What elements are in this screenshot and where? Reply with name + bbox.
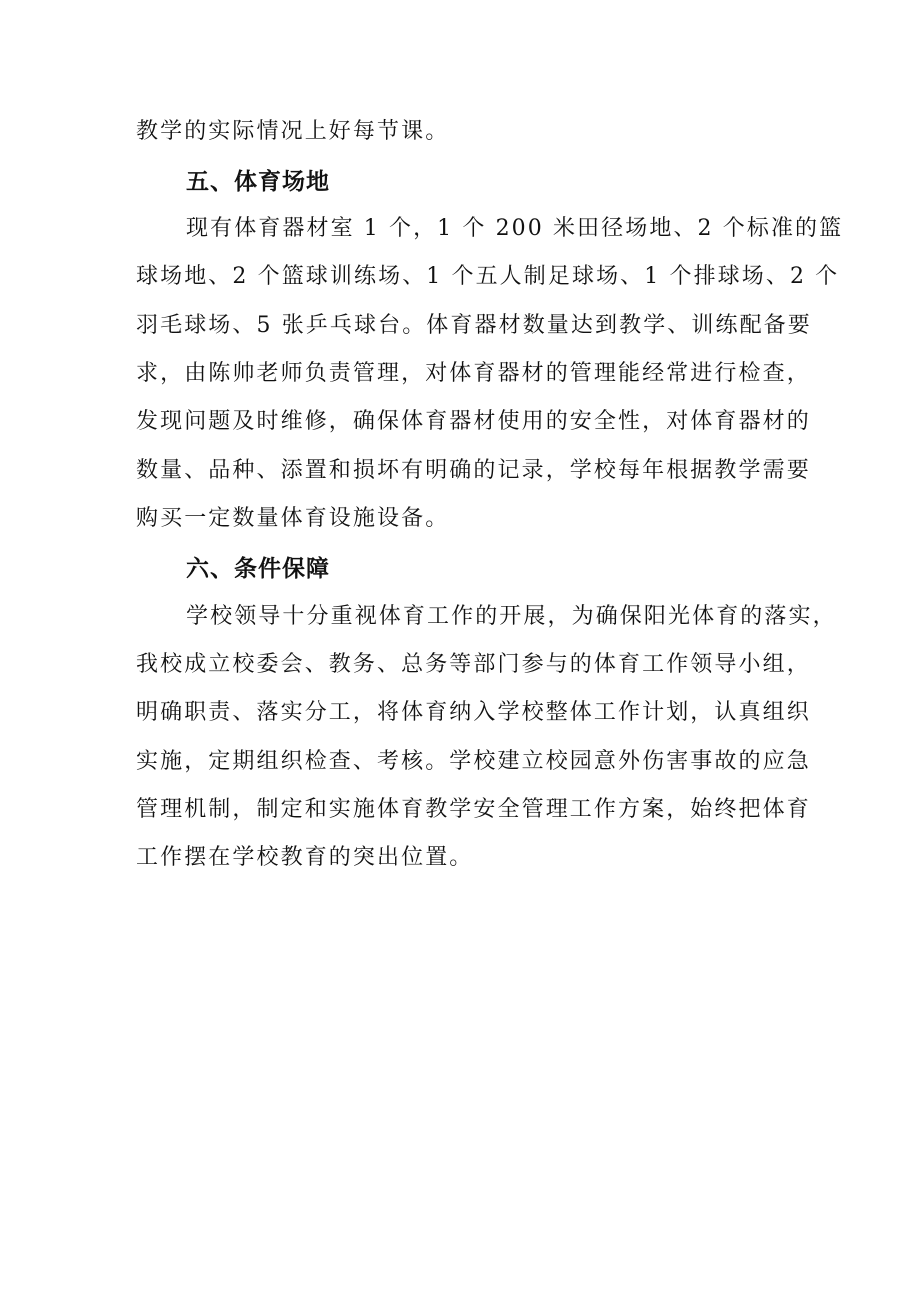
paragraph-line: 购买一定数量体育设施设备。	[136, 506, 450, 531]
paragraph-line: 羽毛球场、5 张乒乓球台。体育器材数量达到教学、训练配备要	[136, 313, 812, 338]
section-heading-venues: 五、体育场地	[186, 169, 330, 195]
paragraph-line: 求，由陈帅老师负责管理，对体育器材的管理能经常进行检查，	[136, 361, 811, 386]
paragraph-line: 教学的实际情况上好每节课。	[136, 119, 450, 144]
paragraph-line: 工作摆在学校教育的突出位置。	[136, 845, 474, 870]
paragraph-line: 球场地、2 个篮球训练场、1 个五人制足球场、1 个排球场、2 个	[136, 264, 840, 289]
paragraph-line: 发现问题及时维修，确保体育器材使用的安全性，对体育器材的	[136, 409, 811, 434]
paragraph-line: 数量、品种、添置和损坏有明确的记录，学校每年根据教学需要	[136, 458, 811, 483]
paragraph-line: 现有体育器材室 1 个，1 个 200 米田径场地、2 个标准的篮	[186, 216, 844, 241]
paragraph-line: 我校成立校委会、教务、总务等部门参与的体育工作领导小组，	[136, 652, 811, 677]
section-heading-conditions: 六、条件保障	[186, 556, 330, 582]
paragraph-line: 管理机制，制定和实施体育教学安全管理工作方案，始终把体育	[136, 797, 811, 822]
paragraph-line: 明确职责、落实分工，将体育纳入学校整体工作计划，认真组织	[136, 700, 811, 725]
paragraph-line: 学校领导十分重视体育工作的开展，为确保阳光体育的落实，	[186, 604, 837, 629]
paragraph-line: 实施，定期组织检查、考核。学校建立校园意外伤害事故的应急	[136, 749, 811, 774]
